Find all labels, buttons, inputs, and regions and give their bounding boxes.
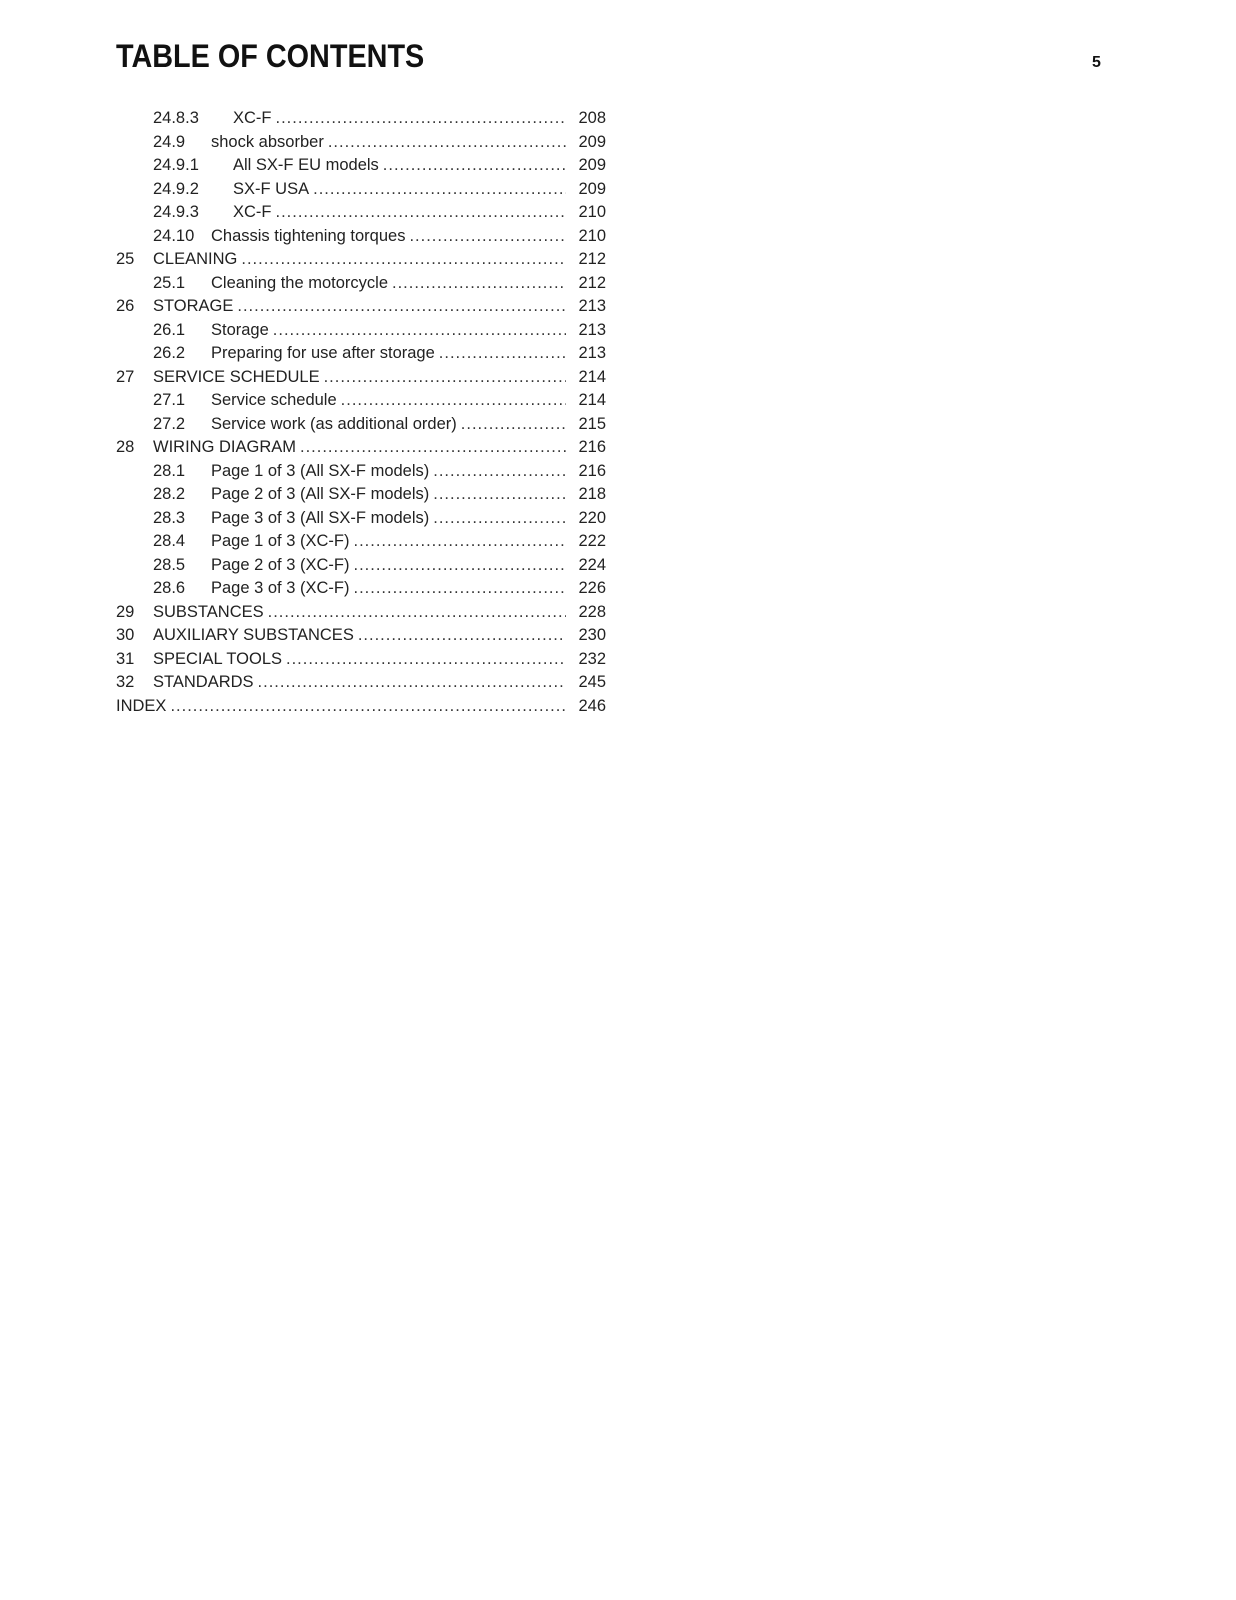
toc-entry-number: 25 bbox=[116, 250, 135, 268]
toc-entry-number: 28 bbox=[116, 438, 135, 456]
toc-entry-page: 210 bbox=[578, 203, 606, 221]
toc-entry[interactable] bbox=[116, 297, 606, 321]
toc-dot-leader bbox=[324, 368, 566, 387]
toc-entry-number: 24.9.2 bbox=[153, 179, 199, 198]
toc-entry[interactable] bbox=[116, 697, 606, 721]
toc-entry-number: 27 bbox=[116, 367, 135, 386]
toc-dot-leader bbox=[433, 485, 566, 504]
toc-entry[interactable] bbox=[116, 626, 606, 650]
toc-entry-number: 29 bbox=[116, 602, 135, 621]
toc-entry-number: 28.1 bbox=[153, 461, 186, 480]
toc-entry-label: SPECIAL TOOLS bbox=[153, 649, 283, 668]
toc-entry[interactable] bbox=[116, 415, 606, 439]
toc-entry-number: 24.9.3 bbox=[153, 203, 199, 221]
toc-entry-page: 222 bbox=[578, 532, 606, 550]
toc-entry-label: WIRING DIAGRAM bbox=[153, 438, 296, 456]
toc-entry-label: Page 3 of 3 (All SX-F models) bbox=[211, 508, 430, 527]
toc-entry-page: 216 bbox=[578, 461, 606, 480]
toc-entry[interactable] bbox=[116, 391, 606, 415]
toc-entry[interactable] bbox=[116, 462, 606, 486]
toc-entry-label: shock absorber bbox=[211, 132, 324, 151]
toc-dot-leader bbox=[237, 297, 566, 316]
toc-entry-number: 28.6 bbox=[153, 579, 186, 597]
toc-dot-leader bbox=[461, 415, 566, 434]
toc-entry-page: 216 bbox=[578, 438, 606, 456]
toc-entry-number: 28.3 bbox=[153, 508, 186, 527]
toc-entry[interactable] bbox=[116, 203, 606, 227]
toc-entry-page: 209 bbox=[578, 156, 606, 174]
toc-entry-page: 213 bbox=[578, 320, 606, 339]
toc-dot-leader bbox=[353, 532, 566, 551]
toc-entry-label: Page 3 of 3 (XC-F) bbox=[211, 579, 350, 597]
toc-entry-page: 209 bbox=[578, 132, 606, 151]
toc-dot-leader bbox=[328, 133, 566, 152]
toc-entry-label: SUBSTANCES bbox=[153, 602, 264, 621]
toc-dot-leader bbox=[353, 579, 566, 598]
toc-entry-number: 24.9 bbox=[153, 132, 186, 151]
toc-entry-number: 27.1 bbox=[153, 391, 186, 409]
toc-entry-page: 212 bbox=[578, 273, 606, 292]
toc-entry-label: STANDARDS bbox=[153, 673, 254, 691]
toc-entry-page: 232 bbox=[578, 649, 606, 668]
toc-entry[interactable] bbox=[116, 673, 606, 697]
toc-entry-label: All SX-F EU models bbox=[233, 156, 379, 174]
toc-entry-label: INDEX bbox=[116, 696, 167, 715]
toc-entry-number: 27.2 bbox=[153, 414, 186, 433]
toc-entry[interactable] bbox=[116, 133, 606, 157]
toc-entry-number: 26 bbox=[116, 297, 135, 315]
toc-entry[interactable] bbox=[116, 368, 606, 392]
toc-dot-leader bbox=[433, 509, 566, 528]
toc-dot-leader bbox=[258, 673, 566, 692]
toc-entry[interactable] bbox=[116, 556, 606, 580]
toc-entry-label: Chassis tightening torques bbox=[211, 226, 406, 245]
toc-entry-number: 30 bbox=[116, 626, 135, 644]
toc-entry-number: 24.10 bbox=[153, 226, 195, 245]
toc-dot-leader bbox=[358, 626, 566, 645]
toc-entry-label: Cleaning the motorcycle bbox=[211, 273, 389, 292]
toc-entry-page: 209 bbox=[578, 179, 606, 198]
toc-entry-page: 245 bbox=[578, 673, 606, 691]
toc-entry-label: CLEANING bbox=[153, 250, 238, 268]
page-number: 5 bbox=[1092, 54, 1101, 71]
toc-entry-page: 210 bbox=[578, 226, 606, 245]
toc-entry[interactable] bbox=[116, 532, 606, 556]
toc-dot-leader bbox=[383, 156, 566, 175]
toc-entry-number: 32 bbox=[116, 673, 135, 691]
toc-entry-page: 214 bbox=[578, 391, 606, 409]
toc-entry-page: 214 bbox=[578, 367, 606, 386]
toc-entry-number: 28.2 bbox=[153, 485, 186, 503]
toc-entry-label: XC-F bbox=[233, 109, 272, 127]
toc-entry[interactable] bbox=[116, 156, 606, 180]
toc-entry-page: 230 bbox=[578, 626, 606, 644]
toc-entry[interactable] bbox=[116, 344, 606, 368]
toc-entry[interactable] bbox=[116, 321, 606, 345]
toc-entry-label: STORAGE bbox=[153, 297, 234, 315]
toc-entry-label: AUXILIARY SUBSTANCES bbox=[153, 626, 354, 644]
page-title: TABLE OF CONTENTS bbox=[116, 38, 425, 74]
toc-entry-page: 220 bbox=[578, 508, 606, 527]
toc-entry-page: 228 bbox=[578, 602, 606, 621]
toc-entry-label: Preparing for use after storage bbox=[211, 344, 435, 362]
toc-dot-leader bbox=[439, 344, 566, 363]
toc-entry-page: 224 bbox=[578, 555, 606, 574]
toc-entry[interactable] bbox=[116, 227, 606, 251]
toc-dot-leader bbox=[170, 697, 566, 716]
toc-entry-page: 213 bbox=[578, 297, 606, 315]
toc-entry-page: 208 bbox=[578, 109, 606, 127]
toc-dot-leader bbox=[276, 109, 567, 128]
table-of-contents bbox=[116, 109, 606, 720]
toc-entry-page: 226 bbox=[578, 579, 606, 597]
toc-entry-label: XC-F bbox=[233, 203, 272, 221]
toc-dot-leader bbox=[241, 250, 566, 269]
toc-entry[interactable] bbox=[116, 485, 606, 509]
toc-dot-leader bbox=[300, 438, 566, 457]
toc-entry-number: 28.5 bbox=[153, 555, 186, 574]
toc-entry-number: 24.9.1 bbox=[153, 156, 199, 174]
toc-entry-page: 215 bbox=[578, 414, 606, 433]
toc-entry-number: 26.1 bbox=[153, 320, 186, 339]
toc-entry-label: Page 1 of 3 (XC-F) bbox=[211, 532, 350, 550]
toc-entry-label: SERVICE SCHEDULE bbox=[153, 367, 320, 386]
toc-entry-page: 213 bbox=[578, 344, 606, 362]
toc-entry-label: Service work (as additional order) bbox=[211, 414, 457, 433]
toc-dot-leader bbox=[273, 321, 566, 340]
toc-entry-number: 25.1 bbox=[153, 273, 186, 292]
toc-dot-leader bbox=[276, 203, 567, 222]
toc-entry-number: 28.4 bbox=[153, 532, 186, 550]
toc-entry[interactable] bbox=[116, 250, 606, 274]
toc-entry[interactable] bbox=[116, 180, 606, 204]
toc-entry-number: 24.8.3 bbox=[153, 109, 199, 127]
toc-dot-leader bbox=[433, 462, 566, 481]
toc-entry-page: 246 bbox=[578, 696, 606, 715]
toc-entry-label: Storage bbox=[211, 320, 269, 339]
toc-entry[interactable] bbox=[116, 438, 606, 462]
toc-entry-page: 212 bbox=[578, 250, 606, 268]
toc-entry-label: Page 1 of 3 (All SX-F models) bbox=[211, 461, 430, 480]
toc-entry[interactable] bbox=[116, 650, 606, 674]
toc-dot-leader bbox=[341, 391, 566, 410]
toc-entry[interactable] bbox=[116, 603, 606, 627]
toc-entry-number: 31 bbox=[116, 649, 135, 668]
toc-entry[interactable] bbox=[116, 579, 606, 603]
toc-dot-leader bbox=[409, 227, 566, 246]
toc-entry-label: SX-F USA bbox=[233, 179, 310, 198]
toc-dot-leader bbox=[392, 274, 566, 293]
toc-entry-number: 26.2 bbox=[153, 344, 186, 362]
toc-dot-leader bbox=[286, 650, 566, 669]
toc-dot-leader bbox=[313, 180, 566, 199]
toc-entry[interactable] bbox=[116, 109, 606, 133]
toc-entry-label: Page 2 of 3 (All SX-F models) bbox=[211, 485, 430, 503]
toc-dot-leader bbox=[268, 603, 566, 622]
toc-entry[interactable] bbox=[116, 509, 606, 533]
toc-entry[interactable] bbox=[116, 274, 606, 298]
toc-entry-page: 218 bbox=[578, 485, 606, 503]
toc-dot-leader bbox=[353, 556, 566, 575]
toc-entry-label: Service schedule bbox=[211, 391, 337, 409]
toc-entry-label: Page 2 of 3 (XC-F) bbox=[211, 555, 350, 574]
